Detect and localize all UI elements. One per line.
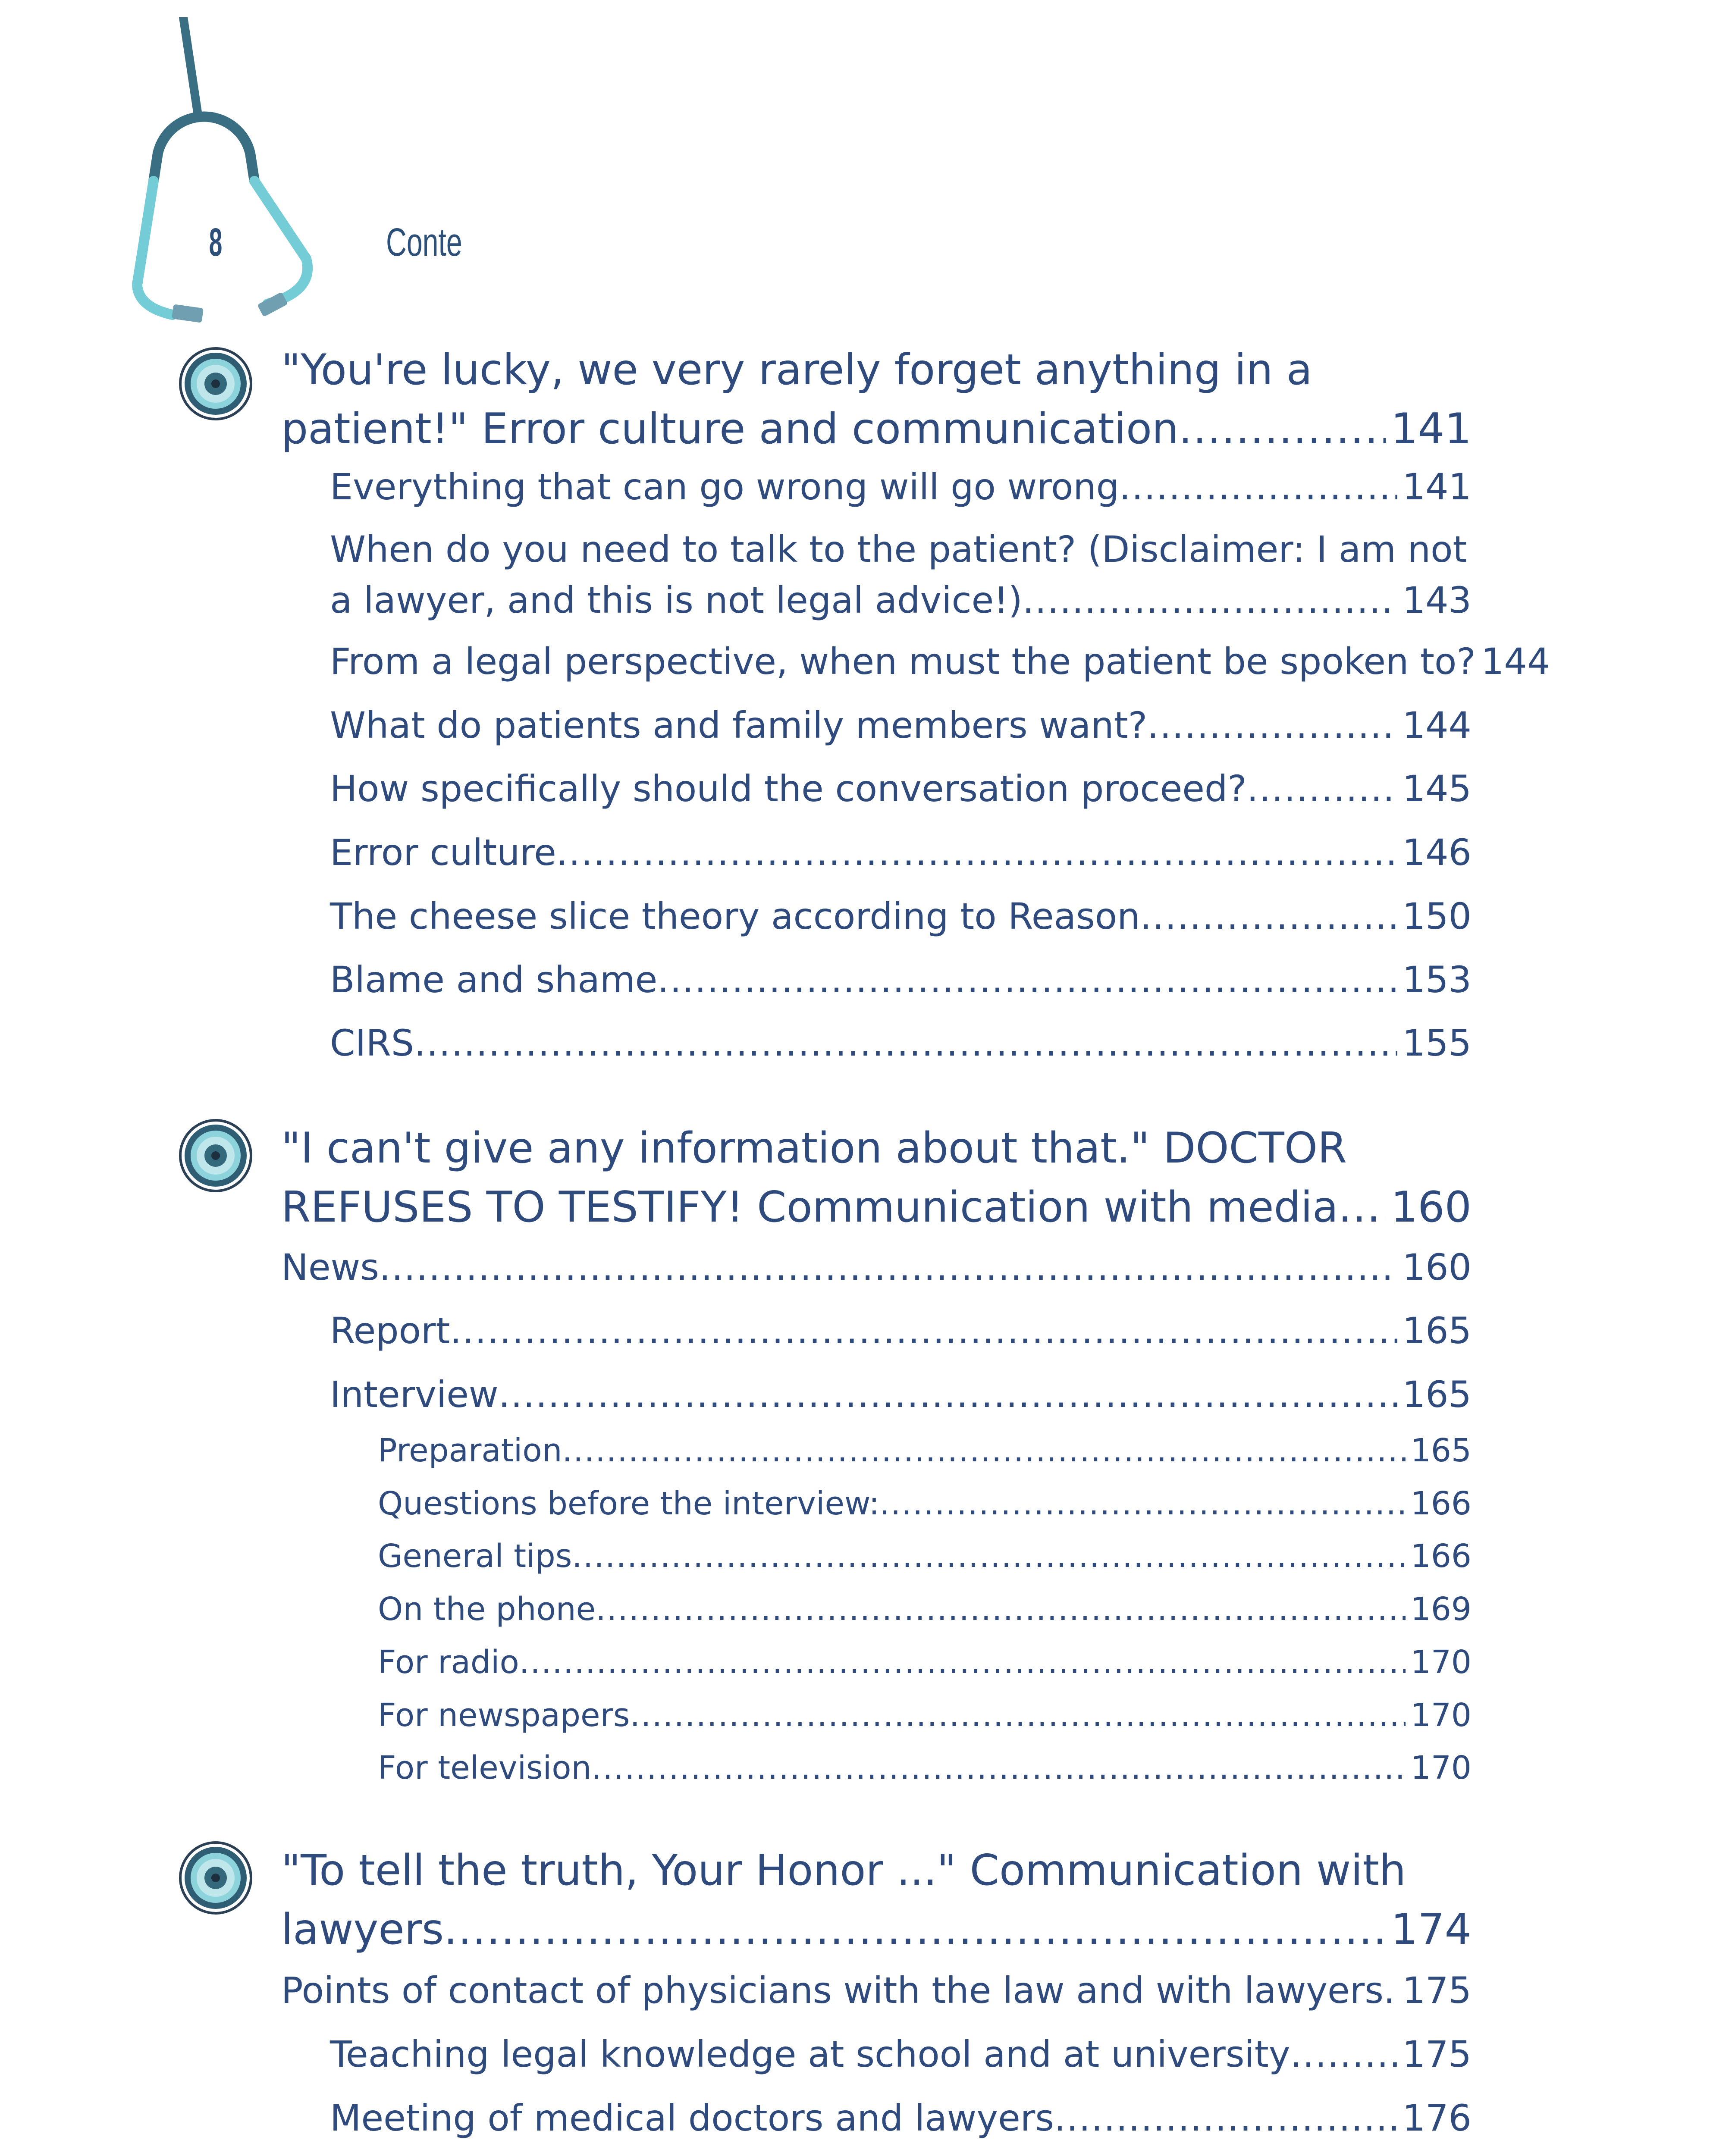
chapter-title-text: REFUSES TO TESTIFY! Communication with media	[281, 1183, 1339, 1232]
toc-entry-line	[330, 575, 1472, 626]
toc-entry-page-number: 153	[1402, 959, 1472, 1001]
toc-entry-line	[378, 1534, 1472, 1578]
toc-entry-line	[281, 1965, 1472, 2016]
dot-leader	[450, 1305, 1397, 1356]
toc-entry-title: Everything that can go wrong will go wrong	[330, 466, 1119, 508]
toc-entry	[330, 2029, 1472, 2080]
toc-entry-line	[330, 636, 1550, 687]
dot-leader	[444, 1900, 1386, 1959]
toc-entry-page-number: 166	[1410, 1538, 1472, 1575]
dot-leader	[499, 1369, 1397, 1420]
toc-entry-page-number: 175	[1402, 1969, 1472, 2012]
toc-entry-line	[330, 2029, 1472, 2080]
toc-entry-line	[378, 1587, 1472, 1631]
toc-entry-line	[330, 827, 1472, 878]
toc-entry-line	[281, 1242, 1472, 1293]
toc-entry	[330, 636, 1550, 687]
toc-entry	[281, 1965, 1472, 2016]
toc-entry-title: On the phone	[378, 1591, 596, 1628]
toc-entry	[330, 2093, 1472, 2143]
dot-leader	[572, 1534, 1405, 1578]
page-number: 8	[209, 220, 223, 264]
dot-leader	[630, 1693, 1405, 1737]
toc-entry-line	[330, 2093, 1472, 2143]
dot-leader	[1140, 891, 1397, 942]
toc-entry-title: Points of contact of physicians with the law and with lawyers	[281, 1969, 1384, 2012]
chapter-title-text: patient!" Error culture and communication	[281, 404, 1179, 454]
dot-leader	[1119, 461, 1397, 512]
toc-entry	[330, 524, 1472, 626]
toc-entry-title: Blame and shame	[330, 959, 658, 1001]
toc-entry-title: Teaching legal knowledge at school and at university	[330, 2033, 1290, 2075]
toc-entry-page-number: 144	[1402, 704, 1472, 746]
toc-entry-title: CIRS	[330, 1022, 414, 1064]
toc-entry-line	[330, 1369, 1472, 1420]
toc-entry-page-number: 165	[1402, 1373, 1472, 1416]
toc-entry-page-number: 176	[1402, 2097, 1472, 2139]
dot-leader	[1384, 1965, 1397, 2016]
dot-leader	[1054, 2093, 1397, 2143]
toc-entry	[378, 1429, 1472, 1473]
target-bullet-icon	[177, 1839, 254, 1917]
toc-entry-page-number: 150	[1402, 895, 1472, 937]
dot-leader	[1023, 575, 1397, 626]
target-bullet-icon	[177, 1117, 254, 1194]
dot-leader	[556, 827, 1397, 878]
toc-entry	[330, 461, 1472, 512]
toc-entry-page-number: 166	[1410, 1485, 1472, 1522]
chapter-title	[281, 1841, 1472, 1959]
toc-entry	[378, 1640, 1472, 1684]
toc-entry-title: The cheese slice theory according to Reason	[330, 895, 1140, 937]
chapter-title-line-2	[281, 400, 1472, 459]
toc-entry	[281, 1242, 1472, 1293]
toc-entry	[330, 700, 1472, 751]
running-title: Conte	[386, 220, 462, 264]
chapter-page-number: 160	[1390, 1183, 1472, 1232]
toc-entry-title: For radio	[378, 1644, 519, 1681]
toc-entry-line	[378, 1429, 1472, 1473]
chapter-page-number: 174	[1390, 1905, 1472, 1954]
toc-entry-title: What do patients and family members want?	[330, 704, 1148, 746]
toc-entry	[330, 827, 1472, 878]
toc-entry-page-number: 143	[1402, 579, 1472, 621]
toc-entry-line	[330, 954, 1472, 1005]
toc-entry	[330, 763, 1472, 814]
toc-entry	[378, 1534, 1472, 1578]
toc-entry-title: News	[281, 1246, 379, 1288]
chapter-title-line-2	[281, 1178, 1472, 1237]
chapter-title-text: lawyers	[281, 1905, 444, 1954]
toc-entry-line	[378, 1482, 1472, 1526]
toc-entry-line	[378, 1746, 1472, 1790]
dot-leader	[1338, 1178, 1386, 1237]
dot-leader	[596, 1587, 1406, 1631]
toc-entry	[330, 1369, 1472, 1420]
dot-leader	[519, 1640, 1406, 1684]
chapter-title	[281, 1119, 1472, 1237]
toc-entry-page-number: 141	[1402, 466, 1472, 508]
toc-entry-title: Preparation	[378, 1432, 562, 1469]
toc-entry-page-number: 169	[1410, 1591, 1472, 1628]
dot-leader	[1247, 763, 1397, 814]
toc-entry-title: How specifically should the conversation proceed?	[330, 768, 1247, 810]
toc-entry	[330, 954, 1472, 1005]
toc-entry-page-number: 146	[1402, 831, 1472, 874]
dot-leader	[1179, 400, 1386, 459]
toc-entry-title: Questions before the interview:	[378, 1485, 880, 1522]
toc-entry-line	[330, 700, 1472, 751]
dot-leader	[591, 1746, 1405, 1790]
chapter-page-number: 141	[1390, 404, 1472, 454]
toc-entry-page-number: 175	[1402, 2033, 1472, 2075]
chapter-title-line-1: "To tell the truth, Your Honor ..." Communication with	[281, 1846, 1406, 1895]
toc-entry-first-line: When do you need to talk to the patient? (Disclaimer: I am not	[330, 528, 1467, 570]
toc-entry-line	[378, 1640, 1472, 1684]
dot-leader	[379, 1242, 1397, 1293]
toc-entry-line	[330, 1305, 1472, 1356]
toc-entry-title: Meeting of medical doctors and lawyers	[330, 2097, 1054, 2139]
toc-entry-title: a lawyer, and this is not legal advice!)	[330, 579, 1023, 621]
dot-leader	[657, 954, 1397, 1005]
toc-entry-title: Error culture	[330, 831, 556, 874]
toc-entry-title: General tips	[378, 1538, 572, 1575]
toc-entry-page-number: 170	[1410, 1697, 1472, 1734]
toc-entry-line	[330, 461, 1472, 512]
toc-entry-title: For newspapers	[378, 1697, 630, 1734]
toc-entry-title: Interview	[330, 1373, 499, 1416]
toc-entry-title: From a legal perspective, when must the patient be spoken to?	[330, 640, 1476, 683]
toc-entry	[378, 1482, 1472, 1526]
toc-entry-page-number: 155	[1402, 1022, 1472, 1064]
chapter-title-line-1: "You're lucky, we very rarely forget anything in a	[281, 345, 1312, 395]
target-bullet-icon	[177, 345, 254, 423]
toc-entry-page-number: 170	[1410, 1644, 1472, 1681]
chapter-title-line-1: "I can't give any information about that." DOCTOR	[281, 1124, 1347, 1173]
toc-entry-page-number: 165	[1410, 1432, 1472, 1469]
toc-entry-line	[330, 1018, 1472, 1069]
chapter-title	[281, 341, 1472, 459]
dot-leader	[562, 1429, 1406, 1473]
toc-entry-page-number: 145	[1402, 768, 1472, 810]
dot-leader	[414, 1018, 1397, 1069]
toc-entry-line	[378, 1693, 1472, 1737]
dot-leader	[879, 1482, 1405, 1526]
toc-entry-title: Report	[330, 1310, 450, 1352]
toc-entry-title: For television	[378, 1749, 592, 1786]
toc-entry	[330, 891, 1472, 942]
toc-entry	[378, 1693, 1472, 1737]
toc-entry-line	[330, 763, 1472, 814]
toc-entry-page-number: 170	[1410, 1749, 1472, 1786]
toc-entry	[378, 1587, 1472, 1631]
chapter-title-line-2	[281, 1900, 1472, 1959]
toc-entry-page-number: 144	[1481, 640, 1550, 683]
toc-entry-line	[330, 891, 1472, 942]
dot-leader	[1147, 700, 1397, 751]
toc-entry-page-number: 160	[1402, 1246, 1472, 1288]
toc-entry	[330, 1305, 1472, 1356]
toc-entry	[378, 1746, 1472, 1790]
toc-entry-page-number: 165	[1402, 1310, 1472, 1352]
dot-leader	[1290, 2029, 1397, 2080]
toc-entry	[330, 1018, 1472, 1069]
